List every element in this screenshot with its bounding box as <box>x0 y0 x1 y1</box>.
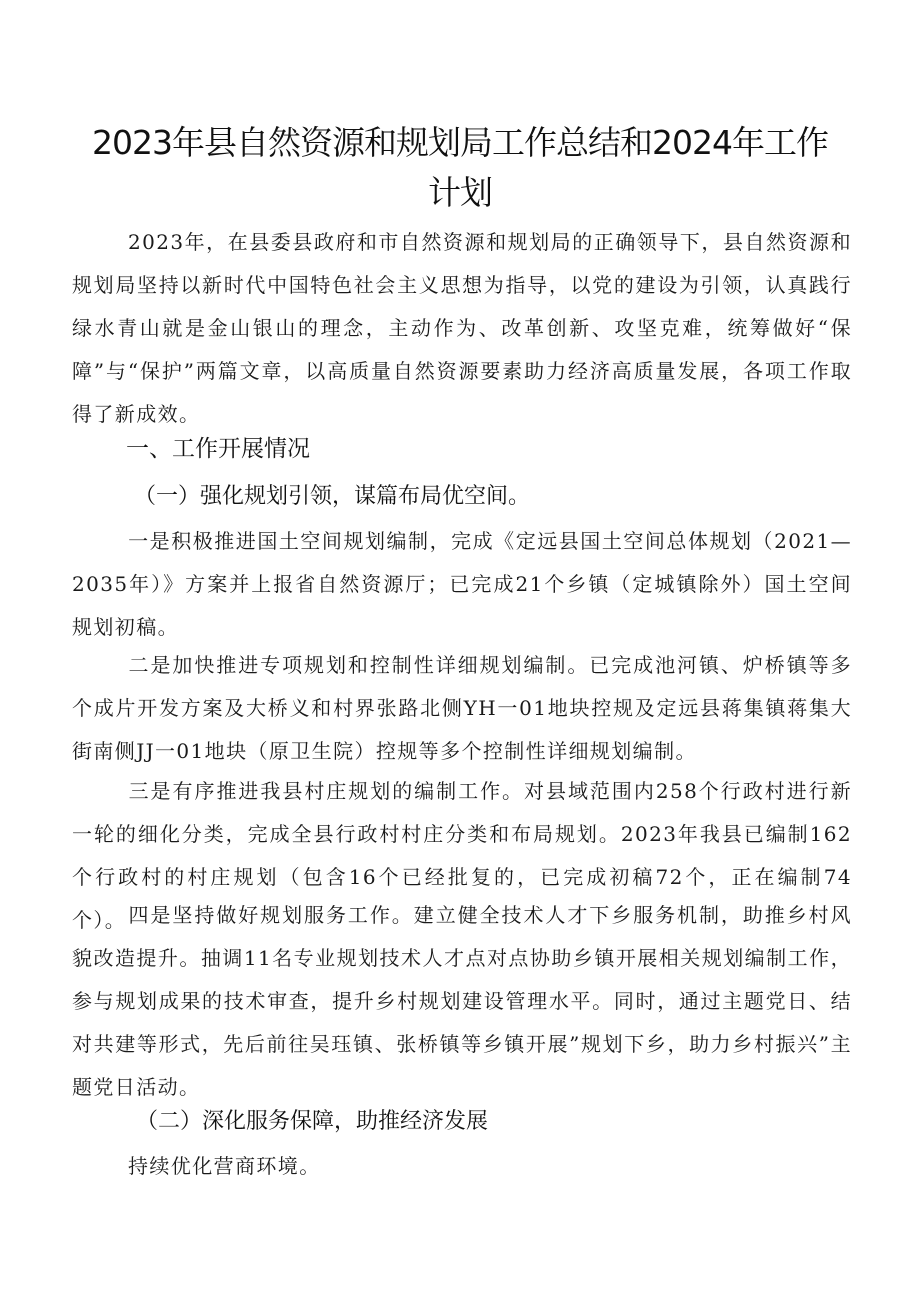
intro-paragraph <box>72 221 852 436</box>
document-title <box>60 118 860 218</box>
paragraph-1-text: 一是积极推进国土空间规划编制，完成《定远县国土空间总体规划（2021—2035年）》方案并上报省自然资源厅；已完成21个乡镇（定城镇除外）国土空间规划初稿。 <box>72 529 852 639</box>
title-line-1: 2023年县自然资源和规划局工作总结和2024年工作 <box>92 123 828 162</box>
paragraph-2-text: 二是加快推进专项规划和控制性详细规划编制。已完成池河镇、炉桥镇等多个成片开发方案及大桥义和村界张路北侧YH一01地块控规及定远县蒋集镇蒋集大街南侧JJ一01地块（原卫生院）控规等多个控制性详细规划编制。 <box>72 653 852 763</box>
subsection-heading-1: （一）强化规划引领，谋篇布局优空间。 <box>134 484 531 509</box>
intro-text: 2023年，在县委县政府和市自然资源和规划局的正确领导下，县自然资源和规划局坚持以新时代中国特色社会主义思想为指导，以党的建设为引领，认真践行绿水青山就是金山银山的理念，主动作为、改革创新、攻坚克难，统筹做好“保障”与“保护”两篇文章，以高质量自然资源要素助力经济高质量发展，各项工作取得了新成效。 <box>72 230 852 426</box>
paragraph-1 <box>72 520 852 649</box>
paragraph-5 <box>72 1145 852 1188</box>
paragraph-4-text: 四是坚持做好规划服务工作。建立健全技术人才下乡服务机制，助推乡村风貌改造提升。抽调11名专业规划技术人才点对点协助乡镇开展相关规划编制工作，参与规划成果的技术审查，提升乡村规划建设管理水平。同时，通过主题党日、结对共建等形式，先后前往吴珏镇、张桥镇等乡镇开展”规划下乡，助力乡村振兴”主题党日活动。 <box>72 903 852 1099</box>
paragraph-3-text: 三是有序推进我县村庄规划的编制工作。对县域范围内258个行政村进行新一轮的细化分类，完成全县行政村村庄分类和布局规划。2023年我县已编制162个行政村的村庄规划（包含16个已经批复的，已完成初稿72个，正在编制74个）。 <box>72 779 852 932</box>
section-heading-1: 一、工作开展情况 <box>126 436 310 462</box>
title-line-2: 计划 <box>428 173 492 212</box>
paragraph-5-text: 持续优化营商环境。 <box>128 1154 321 1178</box>
subsection-heading-2: （二）深化服务保障，助推经济发展 <box>136 1109 489 1134</box>
paragraph-2 <box>72 644 852 773</box>
paragraph-4 <box>72 894 852 1109</box>
